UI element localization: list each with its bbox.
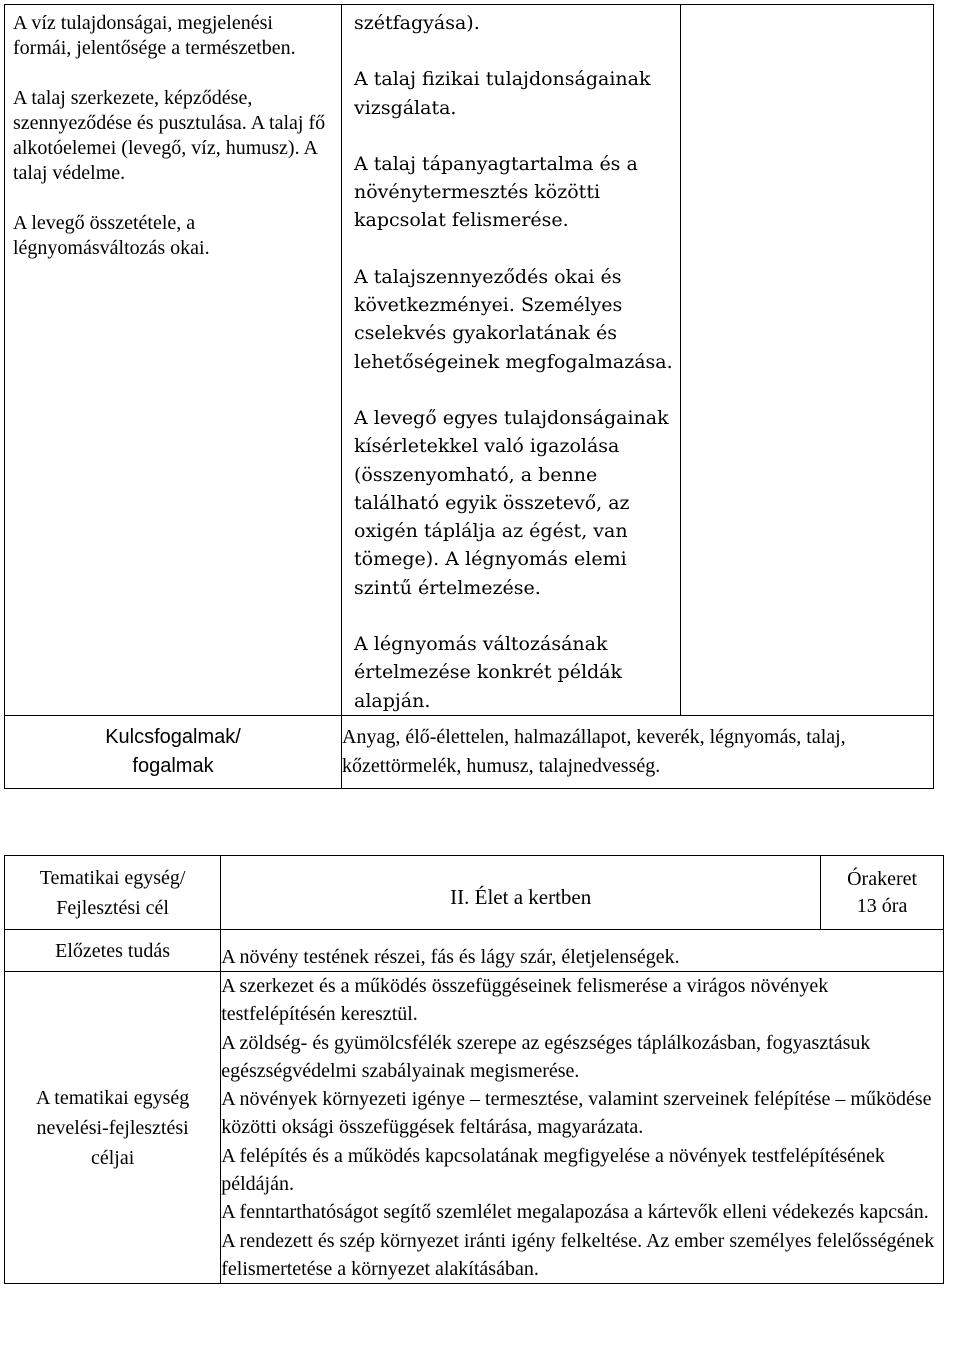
key-concepts-text [342,715,934,788]
prior-knowledge-text: A növény testének részei, fás és lágy szár, életjelenségek. [221,946,680,968]
middle-paragraph: A levegő egyes tulajdonságainak kísérletekkel való igazolása (összenyomható, a benne található egyik összetevő, az oxigén táplálja az égést, van tömege). A légnyomás elemi szintű értelmezése. [354,406,669,599]
left-cell [5,5,342,716]
middle-paragraph: A talajszennyeződés okai és következményei. Személyes cselekvés gyakorlatának és lehetőségeinek megfogalmazása. [354,265,673,373]
right-cell [681,5,934,716]
hours-value: 13 óra [856,894,908,917]
unit-label-line2: Fejlesztési cél [56,896,169,919]
hours-label: Órakeret [847,867,918,890]
middle-cell [342,5,681,716]
goal-item: A rendezett és szép környezet iránti igény felkeltése. Az ember személyes felelősségének felismertetése a környezet alakításában. [221,1229,935,1280]
middle-paragraph: A légnyomás változásának értelmezése konkrét példák alapján. [354,633,623,712]
goal-item: A szerkezet és a működés összefüggéseinek felismerése a virágos növények testfelépítésén keresztül. [221,975,829,1026]
goals-cell [221,972,944,1284]
middle-paragraph: szétfagyása). [354,12,480,34]
left-paragraph: A levegő összetétele, a légnyomásváltozás okai. [13,212,210,259]
left-paragraph: A talaj szerkezete, képződése, szennyeződése és pusztulása. A talaj fő alkotóelemei (levegő, víz, humusz). A talaj védelme. [13,87,326,184]
key-concepts-value: Anyag, élő-élettelen, halmazállapot, keverék, légnyomás, talaj, kőzettörmelék, humusz, talajnedvesség. [342,725,846,777]
lower-table [4,855,944,1284]
unit-label-line1: Tematikai egység/ [39,866,186,889]
prior-knowledge-cell [221,930,944,972]
unit-title-cell [221,856,821,930]
goal-item: A növények környezeti igénye – termesztése, valamint szerveinek felépítése – működése közötti oksági összefüggések feltárása, magyarázata. [221,1088,932,1139]
goal-item: A felépítés és a működés kapcsolatának megfigyelése a növények testfelépítésének példáján. [221,1144,885,1196]
goals-label-line3: céljai [90,1146,135,1169]
key-concepts-label-line1: Kulcsfogalmak/ [105,725,241,748]
goal-item: A zöldség- és gyümölcsfélék szerepe az egészséges táplálkozásban, fogyasztásuk egészségvédelmi szabályainak megismerése. [221,1031,871,1082]
goals-label-line1: A tematikai egység [35,1086,190,1109]
prior-knowledge-label-cell [5,930,221,972]
unit-label-cell [5,856,221,930]
key-concepts-label-line2: fogalmak [132,754,214,777]
goal-item: A fenntarthatóságot segítő szemlélet megalapozása a kártevők elleni védekezés kapcsán. [221,1201,929,1224]
unit-title: II. Élet a kertben [450,885,592,909]
key-concepts-label [5,715,342,788]
upper-table [4,4,934,789]
left-paragraph: A víz tulajdonságai, megjelenési formái, jelentősége a természetben. [13,12,296,59]
goals-label-line2: nevelési-fejlesztési [36,1116,189,1139]
hours-cell [821,856,944,930]
goals-label-cell [5,972,221,1284]
middle-paragraph: A talaj fizikai tulajdonságainak vizsgálata. [354,68,651,119]
middle-paragraph: A talaj tápanyagtartalma és a növénytermesztés közötti kapcsolat felismerése. [354,152,638,232]
prior-knowledge-label: Előzetes tudás [55,939,171,962]
